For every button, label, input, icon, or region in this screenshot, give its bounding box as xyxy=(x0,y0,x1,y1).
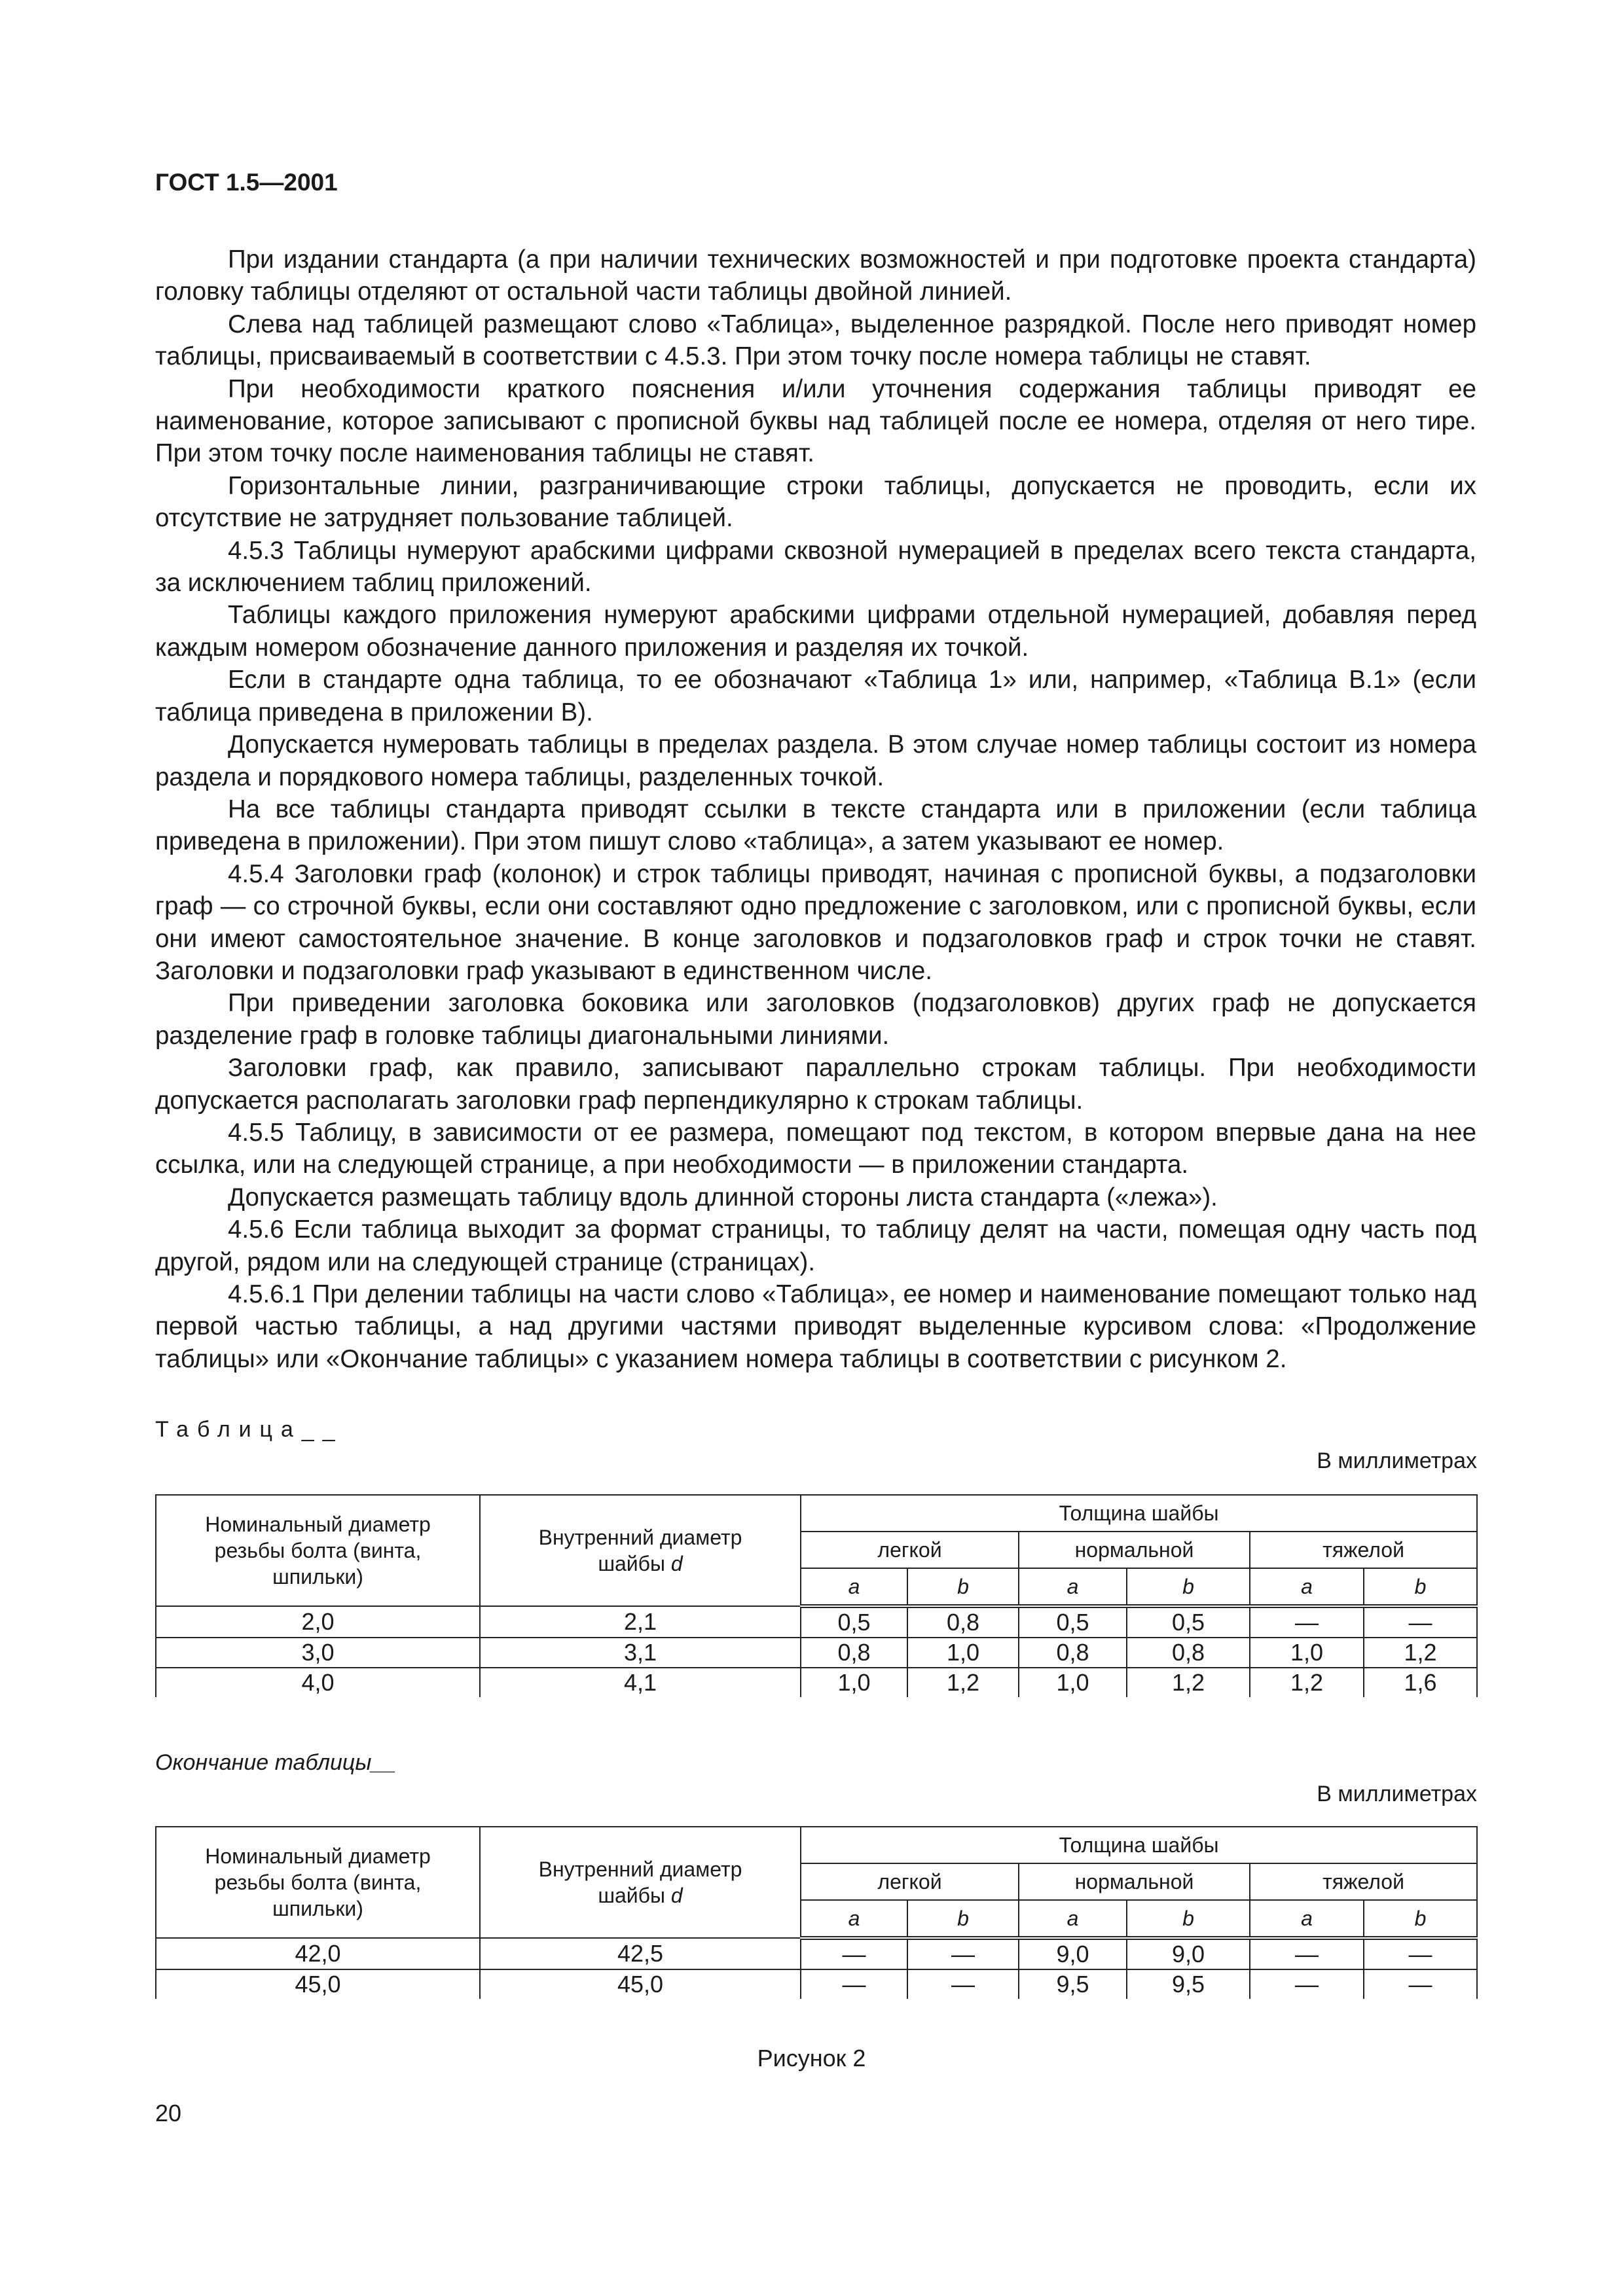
table-cell: 1,2 xyxy=(1364,1638,1477,1668)
table-cell: 9,5 xyxy=(1127,1969,1250,1999)
table-cell: — xyxy=(801,1969,907,1999)
table-cell: 1,0 xyxy=(1250,1638,1364,1668)
washer-table-continuation xyxy=(155,1826,1478,1999)
paragraph: При приведении заголовка боковика или заголовков (подзаголовков) других граф не допускается разделение граф в головке таблицы диагональными линиями. xyxy=(155,989,1476,1050)
paragraph: 4.5.3 Таблицы нумеруют арабскими цифрами сквозной нумерацией в пределах всего текста стандарта, за исключением таблиц приложений. xyxy=(155,536,1476,598)
table-row xyxy=(156,1938,1477,1969)
figure-caption: Рисунок 2 xyxy=(757,2045,866,2072)
column-header-thickness: Толщина шайбы xyxy=(801,1827,1477,1863)
table-caption: Таблица__ xyxy=(155,1417,344,1442)
subheader-b: b xyxy=(1127,1568,1250,1606)
subheader-b: b xyxy=(1127,1900,1250,1938)
table-cell: 42,0 xyxy=(156,1938,480,1969)
table-cell: 1,6 xyxy=(1364,1668,1477,1697)
column-header-bolt-diameter: Номинальный диаметр резьбы болта (винта, шпильки) xyxy=(156,1495,480,1606)
table-cell: 3,0 xyxy=(156,1638,480,1668)
table-cell: 1,2 xyxy=(907,1668,1019,1697)
table-row xyxy=(156,1668,1477,1697)
paragraph: 4.5.6.1 При делении таблицы на части слово «Таблица», ее номер и наименование помещают только над первой частью таблицы, а над другими частями приводят выделенные курсивом слова: «Продолжение таблицы» или «Окончание таблицы» с указанием номера таблицы в соответствии с рисунком 2. xyxy=(155,1280,1476,1373)
table-cell: 9,0 xyxy=(1127,1938,1250,1969)
table-cell: — xyxy=(907,1969,1019,1999)
table-cell: 3,1 xyxy=(480,1638,801,1668)
subheader-a: a xyxy=(1019,1568,1127,1606)
table-cell: 4,1 xyxy=(480,1668,801,1697)
document-header: ГОСТ 1.5—2001 xyxy=(155,169,338,196)
table-cell: 2,0 xyxy=(156,1606,480,1638)
column-header-inner-diameter: Внутренний диаметр шайбы d xyxy=(480,1495,801,1606)
table-cell: 45,0 xyxy=(156,1969,480,1999)
table-cell: 0,8 xyxy=(801,1638,907,1668)
table-cell: — xyxy=(1364,1938,1477,1969)
subheader-b: b xyxy=(1364,1568,1477,1606)
column-header-bolt-diameter: Номинальный диаметр резьбы болта (винта, шпильки) xyxy=(156,1827,480,1938)
table-cell: 0,5 xyxy=(1019,1606,1127,1638)
table-cell: 45,0 xyxy=(480,1969,801,1999)
table-row xyxy=(156,1638,1477,1668)
paragraph: Допускается нумеровать таблицы в пределах раздела. В этом случае номер таблицы состоит из номера раздела и порядкового номера таблицы, разделенных точкой. xyxy=(155,730,1476,791)
column-header-thickness: Толщина шайбы xyxy=(801,1495,1477,1532)
paragraph: При необходимости краткого пояснения и/или уточнения содержания таблицы приводят ее наименование, которое записывают с прописной буквы над таблицей после ее номера, отделяя от него тире. При этом точку после наименования таблицы не ставят. xyxy=(155,374,1476,468)
table-cell: 0,8 xyxy=(1019,1638,1127,1668)
paragraph: Слева над таблицей размещают слово «Таблица», выделенное разрядкой. После него приводят номер таблицы, присваиваемый в соответствии с 4.5.3. При этом точку после номера таблицы не ставят. xyxy=(155,310,1476,371)
units-label: В миллиметрах xyxy=(1317,1782,1477,1806)
subheader-a: a xyxy=(1019,1900,1127,1938)
table-cell: 2,1 xyxy=(480,1606,801,1638)
table-row xyxy=(156,1969,1477,1999)
washer-table xyxy=(155,1494,1478,1697)
paragraph: Заголовки граф, как правило, записывают параллельно строкам таблицы. При необходимости допускается располагать заголовки граф перпендикулярно к строкам таблицы. xyxy=(155,1054,1476,1115)
column-header-light: легкой xyxy=(801,1532,1019,1568)
subheader-a: a xyxy=(801,1568,907,1606)
table-cell: 9,0 xyxy=(1019,1938,1127,1969)
paragraph: Горизонтальные линии, разграничивающие строки таблицы, допускается не проводить, если их отсутствие не затрудняет пользование таблицей. xyxy=(155,471,1476,533)
table-cell: 42,5 xyxy=(480,1938,801,1969)
table-cell: 0,5 xyxy=(1127,1606,1250,1638)
column-header-light: легкой xyxy=(801,1863,1019,1900)
table-row xyxy=(156,1606,1477,1638)
table-cell: 1,2 xyxy=(1127,1668,1250,1697)
paragraph: Таблицы каждого приложения нумеруют арабскими цифрами отдельной нумерацией, добавляя перед каждым номером обозначение данного приложения и разделяя их точкой. xyxy=(155,601,1476,662)
paragraph: Допускается размещать таблицу вдоль длинной стороны листа стандарта («лежа»). xyxy=(228,1183,1218,1211)
table-cell: — xyxy=(1250,1938,1364,1969)
page-number: 20 xyxy=(155,2100,182,2126)
table-cell: 0,8 xyxy=(907,1606,1019,1638)
table-cell: — xyxy=(1250,1606,1364,1638)
column-header-heavy: тяжелой xyxy=(1250,1863,1477,1900)
table-cell: 1,0 xyxy=(1019,1668,1127,1697)
table-cell: 1,0 xyxy=(907,1638,1019,1668)
table-cell: 0,8 xyxy=(1127,1638,1250,1668)
column-header-normal: нормальной xyxy=(1019,1532,1250,1568)
paragraph: 4.5.4 Заголовки граф (колонок) и строк таблицы приводят, начиная с прописной буквы, а подзаголовки граф — со строчной буквы, если они составляют одно предложение с заголовком, или с прописной буквы, если они имеют самостоятельное значение. В конце заголовков и подзаголовков граф и строк точки не ставят. Заголовки и подзаголовки граф указывают в единственном числе. xyxy=(155,859,1476,985)
column-header-heavy: тяжелой xyxy=(1250,1532,1477,1568)
table-cell: — xyxy=(907,1938,1019,1969)
table-cell: 1,2 xyxy=(1250,1668,1364,1697)
paragraph: При издании стандарта (а при наличии технических возможностей и при подготовке проекта стандарта) головку таблицы отделяют от остальной части таблицы двойной линией. xyxy=(155,245,1476,306)
subheader-a: a xyxy=(801,1900,907,1938)
table-cell: — xyxy=(801,1938,907,1969)
table-cell: 1,0 xyxy=(801,1668,907,1697)
table-cell: 0,5 xyxy=(801,1606,907,1638)
subheader-b: b xyxy=(907,1900,1019,1938)
subheader-b: b xyxy=(907,1568,1019,1606)
paragraph: 4.5.5 Таблицу, в зависимости от ее размера, помещают под текстом, в котором впервые дана на нее ссылка, или на следующей странице, а при необходимости — в приложении стандарта. xyxy=(155,1118,1476,1179)
table-cell: 9,5 xyxy=(1019,1969,1127,1999)
table-cell: — xyxy=(1250,1969,1364,1999)
table-cell: — xyxy=(1364,1606,1477,1638)
paragraph: На все таблицы стандарта приводят ссылки в тексте стандарта или в приложении (если таблица приведена в приложении). При этом пишут слово «таблица», а затем указывают ее номер. xyxy=(155,795,1476,856)
body-text xyxy=(155,243,1476,1375)
units-label: В миллиметрах xyxy=(1317,1448,1477,1473)
table-continuation-caption: Окончание таблицы__ xyxy=(155,1750,397,1775)
subheader-a: a xyxy=(1250,1900,1364,1938)
table-cell: 4,0 xyxy=(156,1668,480,1697)
column-header-normal: нормальной xyxy=(1019,1863,1250,1900)
subheader-b: b xyxy=(1364,1900,1477,1938)
column-header-inner-diameter: Внутренний диаметр шайбы d xyxy=(480,1827,801,1938)
subheader-a: a xyxy=(1250,1568,1364,1606)
paragraph: 4.5.6 Если таблица выходит за формат страницы, то таблицу делят на части, помещая одну часть под другой, рядом или на следующей странице (страницах). xyxy=(155,1215,1476,1276)
paragraph: Если в стандарте одна таблица, то ее обозначают «Таблица 1» или, например, «Таблица В.1» (если таблица приведена в приложении В). xyxy=(155,666,1476,726)
table-cell: — xyxy=(1364,1969,1477,1999)
